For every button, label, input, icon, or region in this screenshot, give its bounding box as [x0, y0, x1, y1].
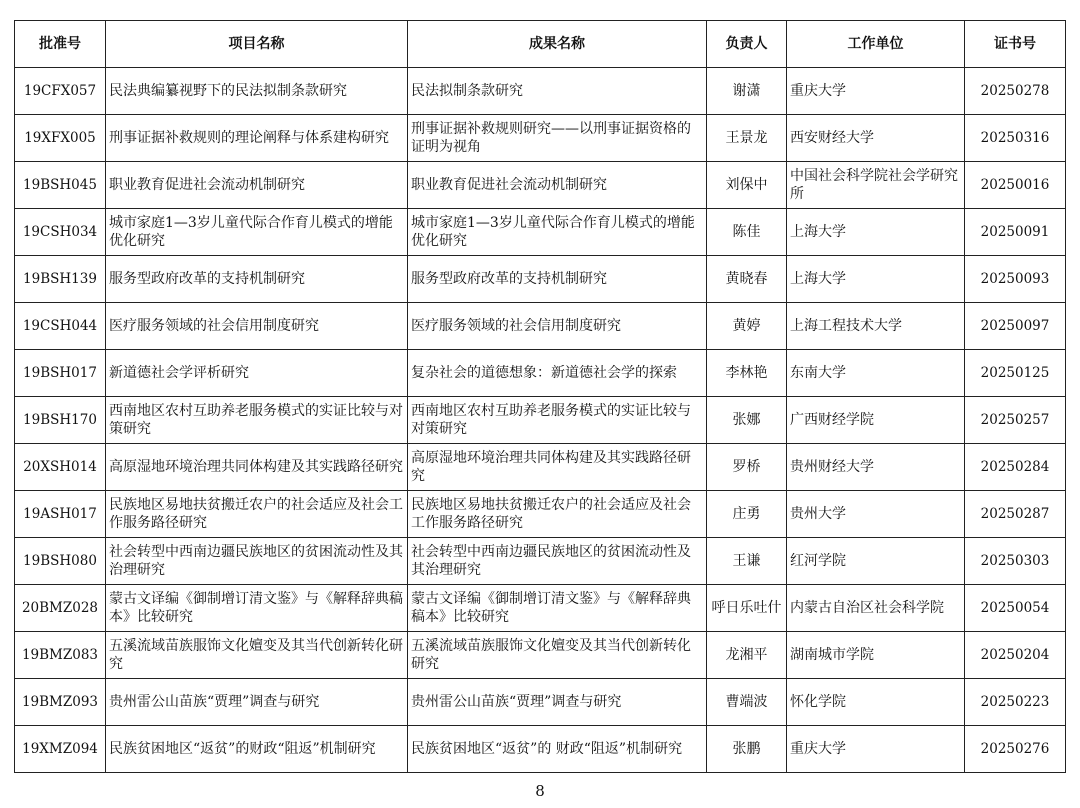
table-row	[15, 350, 1066, 397]
project-name-cell: 医疗服务领域的社会信用制度研究	[106, 303, 408, 350]
project-name-cell: 服务型政府改革的支持机制研究	[106, 256, 408, 303]
certificate-number-cell: 20250284	[965, 444, 1066, 491]
table-row	[15, 397, 1066, 444]
result-name-cell: 五溪流域苗族服饰文化嬗变及其当代创新转化研究	[408, 632, 707, 679]
table-row	[15, 209, 1066, 256]
approval-number-cell: 19BSH139	[15, 256, 106, 303]
leader-cell: 陈佳	[707, 209, 787, 256]
table-header-row	[15, 21, 1066, 68]
result-name-cell: 医疗服务领域的社会信用制度研究	[408, 303, 707, 350]
leader-cell: 罗桥	[707, 444, 787, 491]
work-unit-cell: 贵州大学	[787, 491, 965, 538]
leader-cell: 庄勇	[707, 491, 787, 538]
approval-number-cell: 20XSH014	[15, 444, 106, 491]
table-row	[15, 256, 1066, 303]
result-name-cell: 蒙古文译编《御制增订清文鉴》与《解释辞典稿本》比较研究	[408, 585, 707, 632]
project-name-cell: 蒙古文译编《御制增订清文鉴》与《解释辞典稿本》比较研究	[106, 585, 408, 632]
column-header-work-unit: 工作单位	[787, 21, 965, 68]
project-name-cell: 西南地区农村互助养老服务模式的实证比较与对策研究	[106, 397, 408, 444]
certificate-number-cell: 20250316	[965, 115, 1066, 162]
certificate-number-cell: 20250204	[965, 632, 1066, 679]
page-number: 8	[535, 782, 545, 800]
leader-cell: 黄晓春	[707, 256, 787, 303]
project-name-cell: 职业教育促进社会流动机制研究	[106, 162, 408, 209]
work-unit-cell: 贵州财经大学	[787, 444, 965, 491]
project-name-cell: 贵州雷公山苗族“贾理”调查与研究	[106, 679, 408, 726]
table-row	[15, 303, 1066, 350]
approval-number-cell: 19XFX005	[15, 115, 106, 162]
work-unit-cell: 西安财经大学	[787, 115, 965, 162]
certificate-number-cell: 20250097	[965, 303, 1066, 350]
approval-number-cell: 19BSH045	[15, 162, 106, 209]
table-row	[15, 726, 1066, 773]
approval-number-cell: 19BSH017	[15, 350, 106, 397]
table-row	[15, 162, 1066, 209]
project-name-cell: 新道德社会学评析研究	[106, 350, 408, 397]
work-unit-cell: 内蒙古自治区社会科学院	[787, 585, 965, 632]
column-header-result-name: 成果名称	[408, 21, 707, 68]
project-name-cell: 刑事证据补救规则的理论阐释与体系建构研究	[106, 115, 408, 162]
result-name-cell: 服务型政府改革的支持机制研究	[408, 256, 707, 303]
leader-cell: 谢潇	[707, 68, 787, 115]
work-unit-cell: 广西财经学院	[787, 397, 965, 444]
result-name-cell: 贵州雷公山苗族“贾理”调查与研究	[408, 679, 707, 726]
certificate-number-cell: 20250091	[965, 209, 1066, 256]
certificate-number-cell: 20250278	[965, 68, 1066, 115]
result-name-cell: 高原湿地环境治理共同体构建及其实践路径研究	[408, 444, 707, 491]
table-row	[15, 115, 1066, 162]
column-header-approval-number: 批准号	[15, 21, 106, 68]
certificate-number-cell: 20250276	[965, 726, 1066, 773]
approval-number-cell: 19BMZ093	[15, 679, 106, 726]
certificate-number-cell: 20250257	[965, 397, 1066, 444]
table-row	[15, 632, 1066, 679]
table-row	[15, 444, 1066, 491]
result-name-cell: 复杂社会的道德想象：新道德社会学的探索	[408, 350, 707, 397]
work-unit-cell: 中国社会科学院社会学研究所	[787, 162, 965, 209]
work-unit-cell: 上海大学	[787, 256, 965, 303]
result-name-cell: 社会转型中西南边疆民族地区的贫困流动性及其治理研究	[408, 538, 707, 585]
certificate-number-cell: 20250093	[965, 256, 1066, 303]
work-unit-cell: 湖南城市学院	[787, 632, 965, 679]
certificate-number-cell: 20250054	[965, 585, 1066, 632]
certificate-number-cell: 20250223	[965, 679, 1066, 726]
work-unit-cell: 上海大学	[787, 209, 965, 256]
approval-number-cell: 19XMZ094	[15, 726, 106, 773]
result-name-cell: 城市家庭1—3岁儿童代际合作育儿模式的增能优化研究	[408, 209, 707, 256]
certificate-number-cell: 20250016	[965, 162, 1066, 209]
leader-cell: 王谦	[707, 538, 787, 585]
certificate-number-cell: 20250303	[965, 538, 1066, 585]
project-name-cell: 民族贫困地区“返贫”的财政“阻返”机制研究	[106, 726, 408, 773]
table-row	[15, 585, 1066, 632]
approval-number-cell: 19BSH170	[15, 397, 106, 444]
project-name-cell: 社会转型中西南边疆民族地区的贫困流动性及其治理研究	[106, 538, 408, 585]
result-name-cell: 民族地区易地扶贫搬迁农户的社会适应及社会工作服务路径研究	[408, 491, 707, 538]
result-name-cell: 职业教育促进社会流动机制研究	[408, 162, 707, 209]
leader-cell: 李林艳	[707, 350, 787, 397]
leader-cell: 黄婷	[707, 303, 787, 350]
leader-cell: 龙湘平	[707, 632, 787, 679]
certificate-number-cell: 20250287	[965, 491, 1066, 538]
column-header-certificate-number: 证书号	[965, 21, 1066, 68]
table-row	[15, 68, 1066, 115]
table-row	[15, 538, 1066, 585]
result-name-cell: 西南地区农村互助养老服务模式的实证比较与对策研究	[408, 397, 707, 444]
approval-number-cell: 19CSH034	[15, 209, 106, 256]
work-unit-cell: 东南大学	[787, 350, 965, 397]
table-body	[15, 68, 1066, 773]
approval-number-cell: 19BSH080	[15, 538, 106, 585]
work-unit-cell: 上海工程技术大学	[787, 303, 965, 350]
project-name-cell: 城市家庭1—3岁儿童代际合作育儿模式的增能优化研究	[106, 209, 408, 256]
approval-number-cell: 19CSH044	[15, 303, 106, 350]
work-unit-cell: 怀化学院	[787, 679, 965, 726]
column-header-leader: 负责人	[707, 21, 787, 68]
leader-cell: 王景龙	[707, 115, 787, 162]
leader-cell: 呼日乐吐什	[707, 585, 787, 632]
table-row	[15, 491, 1066, 538]
approval-number-cell: 19CFX057	[15, 68, 106, 115]
work-unit-cell: 红河学院	[787, 538, 965, 585]
approval-number-cell: 20BMZ028	[15, 585, 106, 632]
project-name-cell: 五溪流域苗族服饰文化嬗变及其当代创新转化研究	[106, 632, 408, 679]
results-table	[14, 20, 1066, 773]
certificate-number-cell: 20250125	[965, 350, 1066, 397]
approval-number-cell: 19BMZ083	[15, 632, 106, 679]
work-unit-cell: 重庆大学	[787, 68, 965, 115]
leader-cell: 曹端波	[707, 679, 787, 726]
column-header-project-name: 项目名称	[106, 21, 408, 68]
project-name-cell: 民法典编纂视野下的民法拟制条款研究	[106, 68, 408, 115]
result-name-cell: 民族贫困地区“返贫”的 财政“阻返”机制研究	[408, 726, 707, 773]
result-name-cell: 刑事证据补救规则研究——以刑事证据资格的证明为视角	[408, 115, 707, 162]
project-name-cell: 高原湿地环境治理共同体构建及其实践路径研究	[106, 444, 408, 491]
table-row	[15, 679, 1066, 726]
approval-number-cell: 19ASH017	[15, 491, 106, 538]
leader-cell: 刘保中	[707, 162, 787, 209]
result-name-cell: 民法拟制条款研究	[408, 68, 707, 115]
work-unit-cell: 重庆大学	[787, 726, 965, 773]
results-table-container	[14, 20, 1065, 773]
leader-cell: 张娜	[707, 397, 787, 444]
project-name-cell: 民族地区易地扶贫搬迁农户的社会适应及社会工作服务路径研究	[106, 491, 408, 538]
leader-cell: 张鹏	[707, 726, 787, 773]
